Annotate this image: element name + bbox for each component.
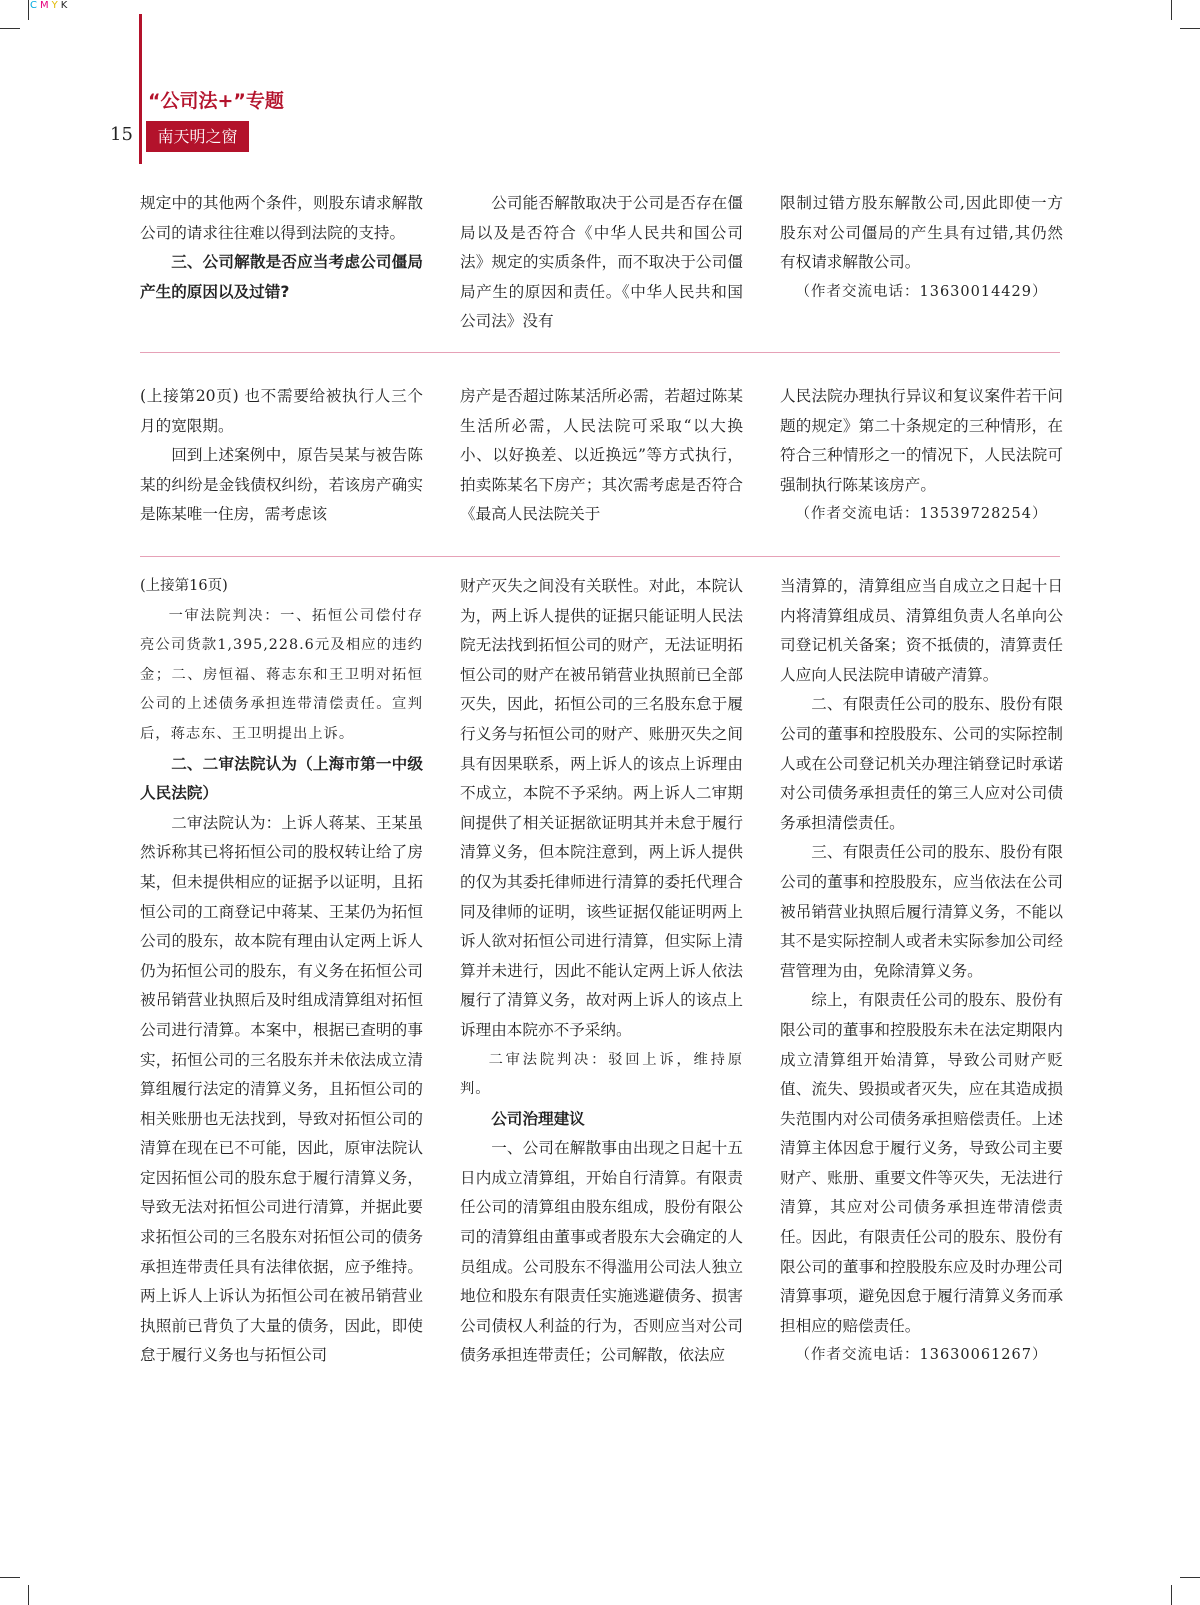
crop-mark bbox=[28, 1585, 29, 1605]
column-name-badge: 南天明之窗 bbox=[146, 121, 249, 152]
paragraph: 限制过错方股东解散公司,因此即使一方股东对公司僵局的产生具有过错,其仍然有权请求解散公司。 bbox=[780, 194, 1063, 272]
cmyk-k: K bbox=[60, 0, 71, 11]
header-red-bar bbox=[139, 14, 142, 164]
section-heading: 二、二审法院认为（上海市第一中级人民法院） bbox=[140, 754, 423, 803]
paragraph: 财产灭失之间没有关联性。对此，本院认为，两上诉人提供的证据只能证明人民法院无法找到拓恒公司的财产，无法证明拓恒公司的财产在被吊销营业执照前已全部灭失，因此，拓恒公司的三名股东怠于履行义务与拓恒公司的财产、账册灭失之间具有因果联系，两上诉人的该点上诉理由不成立，本院不予采纳。两上诉人二审期间提供了相关证据欲证明其并未怠于履行清算义务，但本院注意到，两上诉人提供的仅为其委托律师进行清算的委托代理合同及律师的证明，该些证据仅能证明两上诉人欲对拓恒公司进行清算，但实际上清算并未进行，因此不能认定两上诉人依法履行了清算义务，故对两上诉人的该点上诉理由本院亦不予采纳。 bbox=[460, 577, 743, 1039]
paragraph: 房产是否超过陈某活所必需，若超过陈某生活所必需，人民法院可采取“以大换小、以好换差、以近换远”等方式执行，拍卖陈某名下房产；其次需考虑是否符合《最高人民法院关于 bbox=[460, 387, 743, 524]
paragraph: 一审法院判决：一、拓恒公司偿付存亮公司货款1,395,228.6元及相应的违约金；二、房恒福、蒋志东和王卫明对拓恒公司的上述债务承担连带清偿责任。宣判后，蒋志东、王卫明提出上诉。 bbox=[140, 607, 423, 742]
paragraph: 当清算的，清算组应当自成立之日起十日内将清算组成员、清算组负责人名单向公司登记机关备案；资不抵债的，清算责任人应向人民法院申请破产清算。 bbox=[780, 577, 1063, 684]
column-3 bbox=[780, 572, 1063, 1371]
cmyk-m: M bbox=[39, 0, 52, 11]
column-3 bbox=[780, 382, 1063, 530]
crop-mark bbox=[1180, 1577, 1200, 1578]
column-2 bbox=[460, 572, 743, 1371]
paragraph: 人民法院办理执行异议和复议案件若干问题的规定》第二十条规定的三种情形，在符合三种情形之一的情况下，人民法院可强制执行陈某该房产。 bbox=[780, 387, 1063, 494]
crop-mark bbox=[1171, 1585, 1172, 1605]
crop-mark bbox=[1180, 28, 1200, 29]
cmyk-y: Y bbox=[51, 0, 61, 11]
cmyk-c: C bbox=[30, 0, 40, 11]
author-contact: （作者交流电话：13630061267） bbox=[795, 1347, 1048, 1364]
crop-mark bbox=[0, 28, 20, 29]
paragraph: 一、公司在解散事由出现之日起十五日内成立清算组，开始自行清算。有限责任公司的清算组由股东组成，股份有限公司的清算组由董事或者股东大会确定的人员组成。公司股东不得滥用公司法人独立地位和股东有限责任实施逃避债务、损害公司债权人利益的行为，否则应当对公司债务承担连带责任；公司解散，依法应 bbox=[460, 1139, 743, 1365]
column-1 bbox=[140, 382, 423, 530]
paragraph: 三、有限责任公司的股东、股份有限公司的董事和控股股东，应当依法在公司被吊销营业执照后履行清算义务，不能以其不是实际控制人或者未实际参加公司经营管理为由，免除清算义务。 bbox=[780, 843, 1063, 980]
paragraph: 规定中的其他两个条件，则股东请求解散公司的请求往往难以得到法院的支持。 bbox=[140, 194, 423, 242]
article-ending-2 bbox=[140, 382, 1063, 532]
article-continuation bbox=[140, 572, 1063, 1472]
paragraph: 综上，有限责任公司的股东、股份有限公司的董事和控股股东未在法定期限内成立清算组开始清算，导致公司财产贬值、流失、毁损或者灭失，应在其造成损失范围内对公司债务承担赔偿责任。上述清算主体因怠于履行义务，导致公司主要财产、账册、重要文件等灭失，无法进行清算，其应对公司债务承担连带清偿责任。因此，有限责任公司的股东、股份有限公司的董事和控股股东应及时办理公司清算事项，避免因怠于履行清算义务而承担相应的赔偿责任。 bbox=[780, 991, 1063, 1335]
paragraph: (上接第20页) 也不需要给被执行人三个月的宽限期。 bbox=[140, 387, 423, 435]
paragraph: 二审法院认为：上诉人蒋某、王某虽然诉称其已将拓恒公司的股权转让给了房某，但未提供相应的证据予以证明，且拓恒公司的工商登记中蒋某、王某仍为拓恒公司的股东，故本院有理由认定两上诉人仍为拓恒公司的股东，有义务在拓恒公司被吊销营业执照后及时组成清算组对拓恒公司进行清算。本案中，根据已查明的事实，拓恒公司的三名股东并未依法成立清算组履行法定的清算义务，且拓恒公司的相关账册也无法找到，导致对拓恒公司的清算在现在已不可能，因此，原审法院认定因拓恒公司的股东怠于履行清算义务，导致无法对拓恒公司进行清算，并据此要求拓恒公司的三名股东对拓恒公司的债务承担连带责任具有法律依据，应予维持。两上诉人上诉认为拓恒公司在被吊销营业执照前已背负了大量的债务，因此，即使怠于履行义务也与拓恒公司 bbox=[140, 813, 423, 1365]
topic-title: “公司法+”专题 bbox=[148, 90, 284, 112]
section-divider bbox=[140, 352, 1060, 353]
crop-mark bbox=[0, 1577, 20, 1578]
column-1 bbox=[140, 189, 423, 307]
paragraph: 二审法院判决：驳回上诉，维持原判。 bbox=[460, 1051, 743, 1098]
column-2 bbox=[460, 382, 743, 530]
paragraph: 公司能否解散取决于公司是否存在僵局以及是否符合《中华人民共和国公司法》规定的实质条件，而不取决于公司僵局产生的原因和责任。《中华人民共和国公司法》没有 bbox=[460, 194, 743, 331]
section-divider bbox=[140, 556, 1060, 557]
section-heading: 公司治理建议 bbox=[491, 1109, 585, 1128]
column-3 bbox=[780, 189, 1063, 307]
paragraph: 二、有限责任公司的股东、股份有限公司的董事和控股股东、公司的实际控制人或在公司登记机关办理注销登记时承诺对公司债务承担责任的第三人应对公司债务承担清偿责任。 bbox=[780, 695, 1063, 832]
column-2 bbox=[460, 189, 743, 337]
cmyk-marks bbox=[30, 0, 70, 11]
crop-mark bbox=[1171, 0, 1172, 20]
page-number: 15 bbox=[110, 124, 133, 145]
paragraph: 回到上述案例中，原告吴某与被告陈某的纠纷是金钱债权纠纷，若该房产确实是陈某唯一住房，需考虑该 bbox=[140, 446, 423, 524]
author-contact: （作者交流电话：13539728254） bbox=[795, 506, 1048, 523]
continued-from-note: (上接第16页) bbox=[140, 578, 228, 594]
column-1 bbox=[140, 572, 423, 1371]
author-contact: （作者交流电话：13630014429） bbox=[795, 283, 1048, 300]
article-ending-1 bbox=[140, 189, 1063, 339]
section-heading: 三、公司解散是否应当考虑公司僵局产生的原因以及过错? bbox=[140, 253, 423, 301]
crop-mark bbox=[28, 0, 29, 20]
